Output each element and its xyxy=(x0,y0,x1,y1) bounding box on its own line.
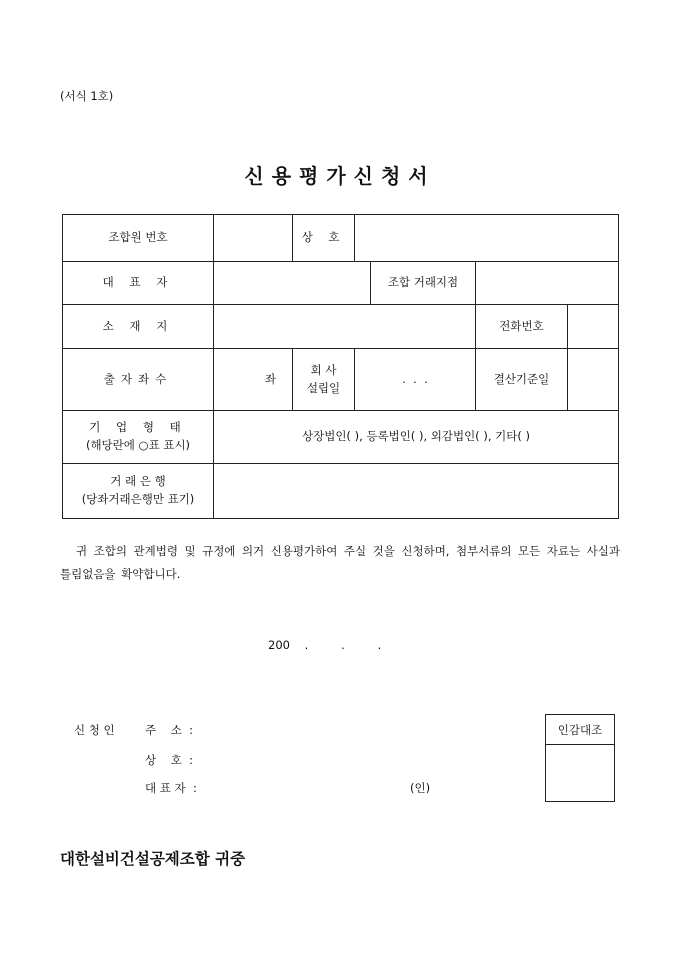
seal-stamp-area[interactable] xyxy=(546,745,614,801)
shares-field[interactable] xyxy=(214,349,293,411)
applicant-address-label: 주 소 : xyxy=(145,723,194,737)
representative-field[interactable] xyxy=(214,262,371,305)
shares-label: 출자좌수 xyxy=(63,349,214,411)
applicant-rep-label: 대 표 자 : xyxy=(145,781,197,795)
company-type-options[interactable]: 상장법인( ), 등록법인( ), 외감법인( ), 기타( ) xyxy=(214,411,619,464)
company-type-label-line-2: (해당란에 ○표 표시) xyxy=(85,438,191,452)
phone-label: 전화번호 xyxy=(476,305,568,349)
union-branch-label: 조합 거래지점 xyxy=(371,262,476,305)
page-title: 신용평가신청서 xyxy=(244,164,436,188)
statement-text: 귀 조합의 관계법령 및 규정에 의거 신용평가하여 주실 것을 신청하며, 첨부서류의 모든 자료는 사실과 틀림없음을 확약합니다. xyxy=(60,544,620,581)
shares-unit: 좌 xyxy=(264,371,276,386)
address-field[interactable] xyxy=(214,305,476,349)
establish-label-line-2: 설립일 xyxy=(306,380,341,395)
settlement-date-field[interactable] xyxy=(568,349,619,411)
representative-label: 대 표 자 xyxy=(63,262,214,305)
form-number: (서식 1호) xyxy=(60,89,114,103)
member-no-field[interactable] xyxy=(214,215,293,262)
establish-label-line-1: 회 사 xyxy=(310,362,337,377)
seal-mark: (인) xyxy=(410,781,431,795)
establish-date-label xyxy=(293,349,355,411)
bank-label xyxy=(63,464,214,519)
address-label: 소 재 지 xyxy=(63,305,214,349)
applicant-label: 신 청 인 xyxy=(74,723,115,737)
member-no-label: 조합원 번호 xyxy=(63,215,214,262)
company-name-label: 상 호 xyxy=(293,215,355,262)
recipient: 대한설비건설공제조합 귀중 xyxy=(60,849,246,868)
applicant-company-label: 상 호 : xyxy=(145,753,194,767)
bank-label-line-1: 거 래 은 행 xyxy=(110,474,166,489)
company-name-field[interactable] xyxy=(355,215,619,262)
company-type-label-line-1: 기 업 형 태 xyxy=(89,420,187,435)
date-line[interactable]: 200 . . . xyxy=(268,638,382,652)
establish-date-field[interactable]: . . . xyxy=(355,349,476,411)
bank-label-line-2: (당좌거래은행만 표기) xyxy=(81,492,195,506)
application-table xyxy=(62,214,619,519)
seal-comparison-box xyxy=(545,714,615,802)
settlement-date-label: 결산기준일 xyxy=(476,349,568,411)
seal-comparison-label: 인감대조 xyxy=(546,715,614,745)
company-type-label xyxy=(63,411,214,464)
phone-field[interactable] xyxy=(568,305,619,349)
bank-field[interactable] xyxy=(214,464,619,519)
union-branch-field[interactable] xyxy=(476,262,619,305)
